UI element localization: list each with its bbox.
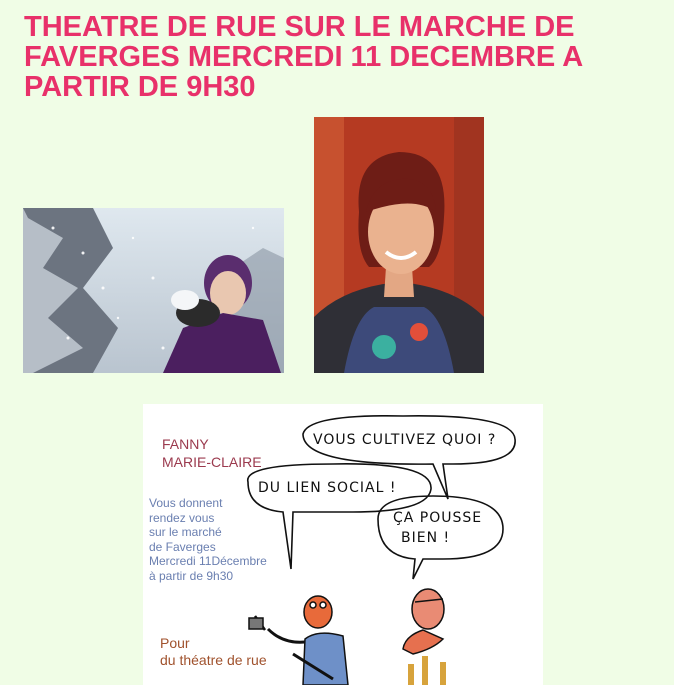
invite-line: sur le marché [149, 525, 222, 539]
bubble-text-2: DU LIEN SOCIAL ! [258, 480, 397, 496]
invite-line: rendez vous [149, 510, 215, 525]
cartoon-man-left [249, 596, 348, 685]
bubble-text-3b: BIEN ! [401, 530, 451, 546]
page-headline: THEATRE DE RUE SUR LE MARCHE DE FAVERGES MERCREDI 11 DECEMBRE A PARTIR DE 9H30 [24, 11, 583, 103]
event-poster [143, 404, 543, 685]
snow-girl-photo [23, 208, 284, 373]
bubble-text-1: VOUS CULTIVEZ QUOI ? [313, 432, 497, 448]
woman-portrait-photo [314, 117, 484, 373]
poster-name-fanny: FANNY [162, 436, 209, 452]
invite-line: Mercredi 11Décembre [149, 554, 267, 568]
poster-footer-line1: Pour [160, 635, 190, 651]
cartoon-man-right [403, 589, 444, 685]
invite-line: Vous donnent [149, 496, 223, 510]
poster-name-marie-claire: MARIE-CLAIRE [162, 454, 262, 470]
bubble-text-3a: ÇA POUSSE [393, 510, 483, 526]
invite-line: à partir de 9h30 [149, 568, 234, 583]
invite-line: de Faverges [149, 539, 216, 554]
poster-footer-line2: du théatre de rue [160, 652, 267, 668]
